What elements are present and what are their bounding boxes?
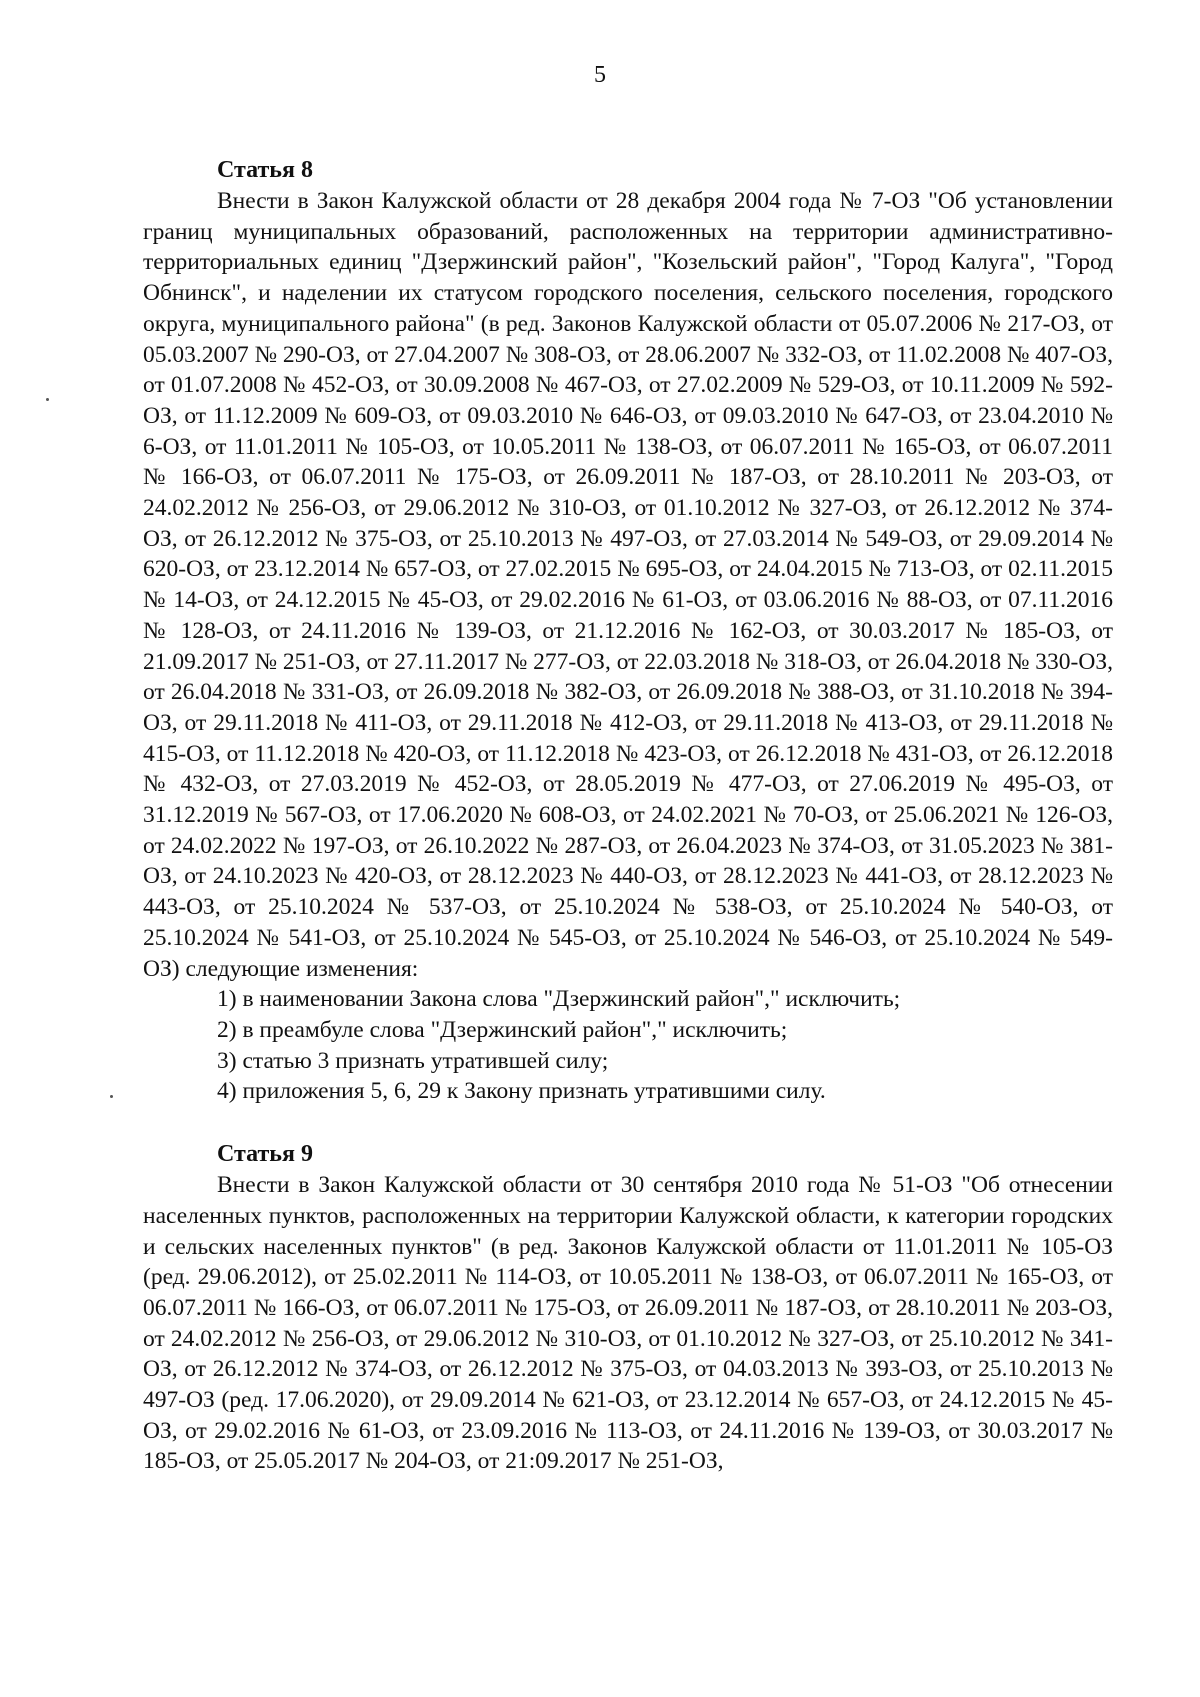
amendment-item: 2) в преамбуле слова "Дзержинский район"," исключить; [217, 1016, 788, 1043]
page-number: 5 [594, 62, 606, 88]
article-title: Статья 9 [217, 1141, 313, 1168]
article-paragraph: Внести в Закон Калужской области от 28 декабря 2004 года № 7-ОЗ "Об установлении границ муниципальных образований, расположенных на территории административно-территориальных единиц "Дзержинский район", "Козельский район", "Город Калуга", "Город Обнинск", и наделении их статусом городского поселения, сельского поселения, городского округа, муниципального района" (в ред. Законов Калужской области от 05.07.2006 № 217-ОЗ, от 05.03.2007 № 290-ОЗ, от 27.04.2007 № 308-ОЗ, от 28.06.2007 № 332-ОЗ, от 11.02.2008 № 407-ОЗ, от 01.07.2008 № 452-ОЗ, от 30.09.2008 № 467-ОЗ, от 27.02.2009 № 529-ОЗ, от 10.11.2009 № 592-ОЗ, от 11.12.2009 № 609-ОЗ, от 09.03.2010 № 646-ОЗ, от 09.03.2010 № 647-ОЗ, от 23.04.2010 № 6-ОЗ, от 11.01.2011 № 105-ОЗ, от 10.05.2011 № 138-ОЗ, от 06.07.2011 № 165-ОЗ, от 06.07.2011 № 166-ОЗ, от 06.07.2011 № 175-ОЗ, от 26.09.2011 № 187-ОЗ, от 28.10.2011 № 203-ОЗ, от 24.02.2012 № 256-ОЗ, от 29.06.2012 № 310-ОЗ, от 01.10.2012 № 327-ОЗ, от 26.12.2012 № 374-ОЗ, от 26.12.2012 № 375-ОЗ, от 25.10.2013 № 497-ОЗ, от 27.03.2014 № 549-ОЗ, от 29.09.2014 № 620-ОЗ, от 23.12.2014 № 657-ОЗ, от 27.02.2015 № 695-ОЗ, от 24.04.2015 № 713-ОЗ, от 02.11.2015 № 14-ОЗ, от 24.12.2015 № 45-ОЗ, от 29.02.2016 № 61-ОЗ, от 03.06.2016 № 88-ОЗ, от 07.11.2016 № 128-ОЗ, от 24.11.2016 № 139-ОЗ, от 21.12.2016 № 162-ОЗ, от 30.03.2017 № 185-ОЗ, от 21.09.2017 № 251-ОЗ, от 27.11.2017 № 277-ОЗ, от 22.03.2018 № 318-ОЗ, от 26.04.2018 № 330-ОЗ, от 26.04.2018 № 331-ОЗ, от 26.09.2018 № 382-ОЗ, от 26.09.2018 № 388-ОЗ, от 31.10.2018 № 394-ОЗ, от 29.11.2018 № 411-ОЗ, от 29.11.2018 № 412-ОЗ, от 29.11.2018 № 413-ОЗ, от 29.11.2018 № 415-ОЗ, от 11.12.2018 № 420-ОЗ, от 11.12.2018 № 423-ОЗ, от 26.12.2018 № 431-ОЗ, от 26.12.2018 № 432-ОЗ, от 27.03.2019 № 452-ОЗ, от 28.05.2019 № 477-ОЗ, от 27.06.2019 № 495-ОЗ, от 31.12.2019 № 567-ОЗ, от 17.06.2020 № 608-ОЗ, от 24.02.2021 № 70-ОЗ, от 25.06.2021 № 126-ОЗ, от 24.02.2022 № 197-ОЗ, от 26.10.2022 № 287-ОЗ, от 26.04.2023 № 374-ОЗ, от 31.05.2023 № 381-ОЗ, от 24.10.2023 № 420-ОЗ, от 28.12.2023 № 440-ОЗ, от 28.12.2023 № 441-ОЗ, от 28.12.2023 № 443-ОЗ, от 25.10.2024 № 537-ОЗ, от 25.10.2024 № 538-ОЗ, от 25.10.2024 № 540-ОЗ, от 25.10.2024 № 541-ОЗ, от 25.10.2024 № 545-ОЗ, от 25.10.2024 № 546-ОЗ, от 25.10.2024 № 549-ОЗ) следующие изменения: [143, 188, 1113, 982]
scan-speck [110, 1095, 113, 1098]
article-paragraph: Внести в Закон Калужской области от 30 сентября 2010 года № 51-ОЗ "Об отнесении населенных пунктов, расположенных на территории Калужской области, к категории городских и сельских населенных пунктов" (в ред. Законов Калужской области от 11.01.2011 № 105-ОЗ (ред. 29.06.2012), от 25.02.2011 № 114-ОЗ, от 10.05.2011 № 138-ОЗ, от 06.07.2011 № 165-ОЗ, от 06.07.2011 № 166-ОЗ, от 06.07.2011 № 175-ОЗ, от 26.09.2011 № 187-ОЗ, от 28.10.2011 № 203-ОЗ, от 24.02.2012 № 256-ОЗ, от 29.06.2012 № 310-ОЗ, от 01.10.2012 № 327-ОЗ, от 25.10.2012 № 341-ОЗ, от 26.12.2012 № 374-ОЗ, от 26.12.2012 № 375-ОЗ, от 04.03.2013 № 393-ОЗ, от 25.10.2013 № 497-ОЗ (ред. 17.06.2020), от 29.09.2014 № 621-ОЗ, от 23.12.2014 № 657-ОЗ, от 24.12.2015 № 45-ОЗ, от 29.02.2016 № 61-ОЗ, от 23.09.2016 № 113-ОЗ, от 24.11.2016 № 139-ОЗ, от 30.03.2017 № 185-ОЗ, от 25.05.2017 № 204-ОЗ, от 21:09.2017 № 251-ОЗ, [143, 1172, 1113, 1475]
scan-speck [46, 398, 49, 401]
document-body [143, 155, 1113, 1477]
article-title: Статья 8 [217, 157, 313, 183]
amendment-item: 3) статью 3 признать утратившей силу; [217, 1047, 609, 1074]
amendment-list [143, 984, 1113, 1107]
article-8 [143, 155, 1113, 1107]
article-9 [143, 1139, 1113, 1477]
amendment-item: 1) в наименовании Закона слова "Дзержинский район"," исключить; [217, 986, 901, 1013]
amendment-item: 4) приложения 5, 6, 29 к Закону признать утратившими силу. [217, 1078, 826, 1105]
